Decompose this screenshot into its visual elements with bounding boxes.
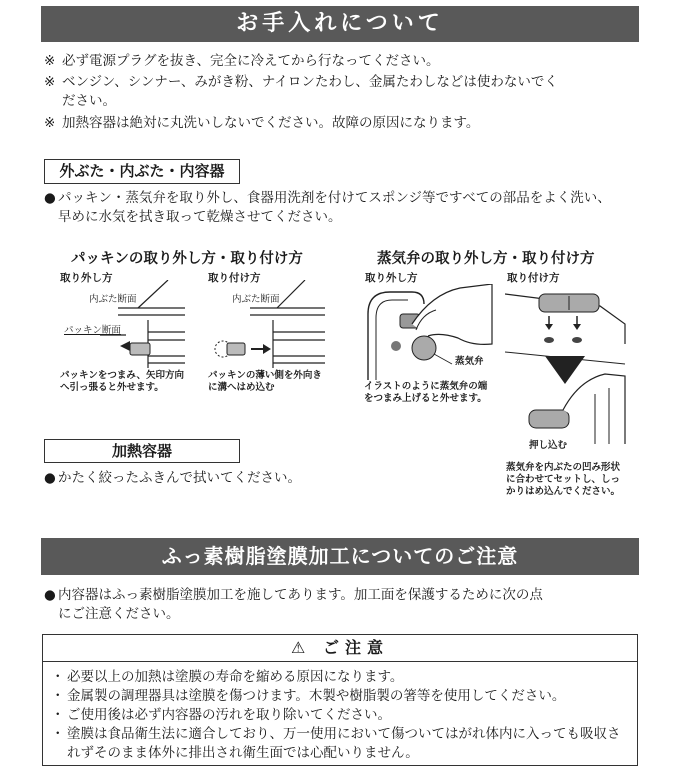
inner-lid-section-label-2: 内ぶた断面: [232, 294, 280, 305]
valve-label: 蒸気弁: [455, 356, 484, 367]
coating-title: ふっ素樹脂塗膜加工についてのご注意: [41, 538, 639, 575]
bullet-icon: ●: [44, 470, 56, 486]
note-text: ベンジン、シンナー、みがき粉、ナイロンたわし、金属たわしなどは使わないでく: [62, 74, 558, 90]
packing-attach-caption: パッキンの薄い側を外向きに溝へはめ込む: [208, 370, 322, 393]
packing-remove-caption: パッキンをつまみ、矢印方向へ引っ張ると外せます。: [60, 370, 184, 393]
bullet-icon: ●: [44, 587, 56, 603]
list-item: ・ 金属製の調理器具は塗膜を傷つけます。木製や樹脂製の箸等を使用してください。: [55, 687, 637, 706]
valve-attach-diagram: [505, 284, 635, 464]
lids-text-1: ● パッキン・蒸気弁を取り外し、食器用洗剤を付けてスポンジ等ですべての部品をよく洗い、: [44, 190, 611, 206]
heating-label: 加熱容器: [44, 439, 240, 463]
push-label: 押し込む: [529, 440, 568, 451]
note-mark: ※: [44, 53, 56, 69]
coating-text-2: にご注意ください。: [58, 606, 180, 622]
list-item: ・ 塗膜は食品衛生法に適合しており、万一使用において傷ついてはがれ体内に入っても吸収されずそのまま体外に排出され衛生面では心配いりません。: [55, 725, 637, 763]
note-text: 加熱容器は絶対に丸洗いしないでください。故障の原因になります。: [62, 115, 480, 131]
packing-remove-label: 取り外し方: [60, 272, 113, 284]
bullet-icon: ●: [44, 190, 56, 206]
note-1: [44, 52, 439, 70]
note-mark: ※: [44, 115, 56, 131]
note-3: [44, 114, 479, 132]
caution-box: [42, 634, 638, 766]
valve-remove-caption: イラストのように蒸気弁の端をつまみ上げると外せます。: [364, 381, 488, 404]
list-item: ・ ご使用後は必ず内容器の汚れを取り除いてください。: [55, 706, 637, 725]
caution-header: [43, 635, 637, 662]
note-mark: ※: [44, 74, 56, 90]
inner-lid-section-label: 内ぶた断面: [89, 294, 137, 305]
lids-text-2: 早めに水気を拭き取って乾燥させてください。: [58, 209, 342, 225]
packing-remove-diagram: [60, 280, 200, 370]
packing-attach-diagram: [205, 280, 345, 370]
care-title: お手入れについて: [41, 6, 639, 42]
valve-remove-label: 取り外し方: [365, 272, 418, 284]
packing-heading: パッキンの取り外し方・取り付け方: [71, 251, 303, 267]
packing-section-label: パッキン断面: [64, 325, 121, 336]
warning-icon: ⚠: [291, 638, 312, 657]
lids-label: 外ぶた・内ぶた・内容器: [44, 159, 240, 184]
caution-list: [43, 668, 637, 763]
note-2-cont: ださい。: [62, 93, 116, 109]
coating-text-1: ● 内容器はふっ素樹脂塗膜加工を施してあります。加工面を保護するために次の点: [44, 587, 543, 603]
valve-attach-caption: 蒸気弁を内ぶたの凹み形状に合わせてセットし、しっかりはめ込んでください。: [506, 462, 621, 497]
valve-attach-label: 取り付け方: [507, 272, 560, 284]
packing-attach-label: 取り付け方: [208, 272, 261, 284]
note-text: 必ず電源プラグを抜き、完全に冷えてから行なってください。: [62, 53, 440, 69]
caution-title: ご注意: [322, 638, 389, 657]
valve-heading: 蒸気弁の取り外し方・取り付け方: [377, 251, 595, 267]
note-2: [44, 73, 558, 91]
heating-text: ● かたく絞ったふきんで拭いてください。: [44, 470, 301, 486]
list-item: ・ 必要以上の加熱は塗膜の寿命を縮める原因になります。: [55, 668, 637, 687]
